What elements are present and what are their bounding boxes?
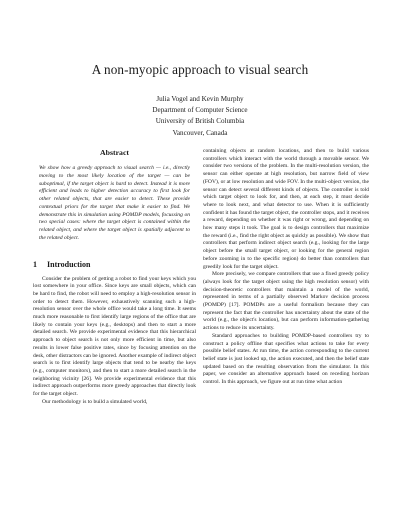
section-title: Introduction <box>47 259 91 269</box>
section-heading-introduction <box>33 260 196 269</box>
right-paragraph-1: containing objects at random locations, and then to build various controllers which interact with the world through a movable sensor. We consider two versions of the problem. In the multi-resolution version, the sensor can either operate at high resolution, but narrow field of view (FOV), or at low resolution and wide FOV. In the multi-object version, the sensor can detect several different kinds of objects. The controller is told which target object to look for, and then, at each step, it must decide where to look next, and what detector to use. When it is sufficiently confident it has found the target object, the controller stops, and it receives a reward, depending on whether it was right or wrong, and depending on how many steps it took. The goal is to design controllers that maximize the reward (i.e., find the right object as quickly as possible). We show that controllers that perform indirect object search (e.g., looking for the large object before the small target object, or looking for the general region before zooming in to the specific region) do better than controllers that greedily look for the target object. <box>203 148 369 270</box>
abstract-text: We show how a greedy approach to visual search — i.e., directly moving to the most likely location of the target — can be suboptimal, if the target object is hard to detect. Instead it is more efficient and leads to higher detection accuracy to first look for other related objects, that are easier to detect. These provide contextual priors for the target that make it easier to find. We demonstrate this in simulation using POMDP models, focussing on two special cases: where the target object is contained within the related object, and where the target object is spatially adjacent to the related object. <box>39 165 190 241</box>
left-column <box>33 148 196 406</box>
paper-title: A non-myopic approach to visual search <box>91 62 309 77</box>
intro-paragraph-2: Our methodology is to build a simulated world, <box>42 398 148 405</box>
right-paragraph-3: Standard approaches to building POMDP-based controllers try to construct a policy offline that specifies what actions to take for every possible belief states. At run time, the action corresponding to the current belief state is just looked up, the action executed, and then the belief state updated based on the resulting observation from the simulator. In this paper, we consider an alternative approach based on receding horizon control. In this approach, we figure out at run time what action <box>203 332 369 386</box>
section-number: 1 <box>33 259 37 269</box>
author-block <box>0 94 400 139</box>
right-paragraph-2: More precisely, we compare controllers that use a fixed greedy policy (always look for the target object using the high resolution sensor) with decision-theoretic controllers that maintain a model of the world, represented in terms of a partially observed Markov decision process (POMDP) [17]. POMDPs are a useful formalism because they can represent the fact that the controller has uncertainty about the state of the world (e.g., the object's location), but can perform information-gathering actions to reduce its uncertainty. <box>203 271 369 332</box>
right-column <box>203 148 369 387</box>
intro-paragraph-1: Consider the problem of getting a robot to find your keys which you lost somewhere in your office. Since keys are small objects, which can be hard to find, the robot will need to employ a high-resolution sensor in order to detect them. However, exhaustively scanning such a high-resolution sensor over the whole office would take a long time. It seems much more reasonable to first identify large regions of the office that are likely to contain your keys (e.g., desktops) and then to start a more detailed search. We provide experimental evidence that this hierarchical approach to object search is not only more efficient in time, but also results in lower false positive rates, since by focusing attention on the desk, other distractors can be ignored. Another example of indirect object search is to first identify large objects that tend to be nearby the keys (e.g., computer monitors), and then to start a more detailed search in the neighboring vicinity [26]. We provide experimental evidence that this indirect approach outperforms more greedy approaches that directly look for the target object. <box>33 275 196 398</box>
author-department: Department of Computer Science <box>152 106 248 115</box>
abstract-heading: Abstract <box>99 148 129 157</box>
author-university: University of British Columbia <box>155 117 245 126</box>
author-names: Julia Vogel and Kevin Murphy <box>156 95 244 103</box>
author-location: Vancouver, Canada <box>172 128 228 137</box>
